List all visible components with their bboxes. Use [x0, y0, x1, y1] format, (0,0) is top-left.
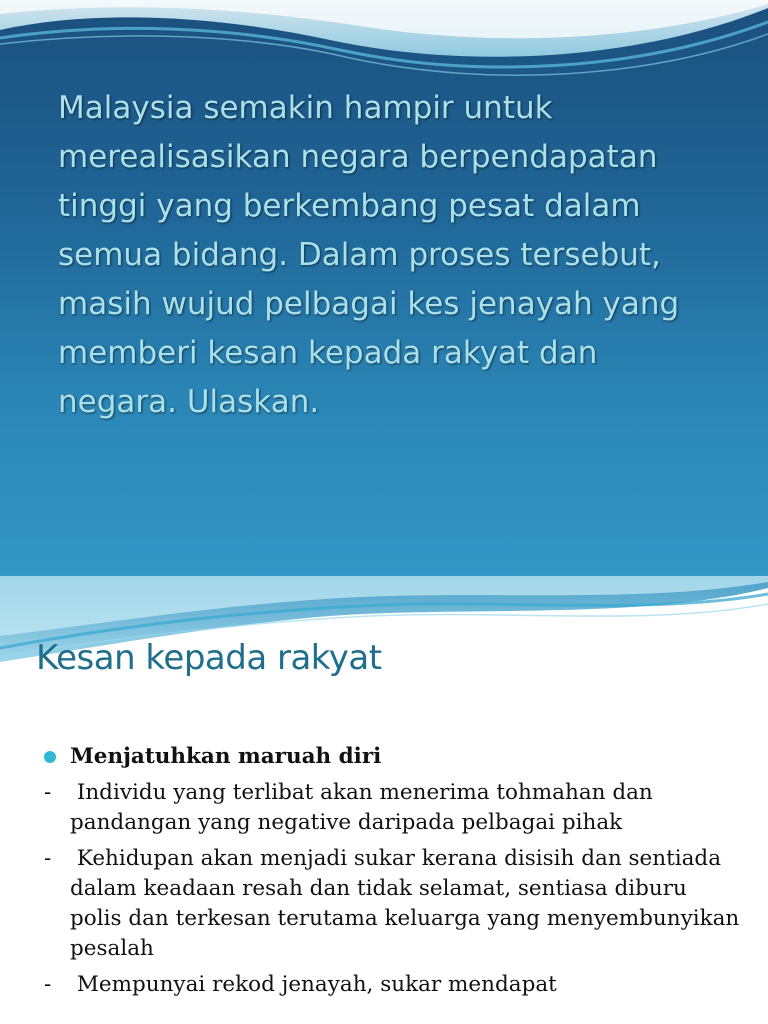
bullet-list [44, 742, 747, 1006]
bullet-text: Menjatuhkan maruah diri [70, 744, 382, 769]
bullet-item [44, 742, 744, 772]
list-item-text: Mempunyai rekod jenayah, sukar mendapat [70, 972, 557, 997]
list-item-text: Individu yang terlibat akan menerima tohmahan dan pandangan yang negative daripada pelbagai pihak [70, 780, 660, 835]
wave-decoration-top [0, 0, 768, 90]
list-item [44, 970, 744, 1000]
list-item [44, 778, 744, 838]
dash-marker: - [44, 972, 52, 997]
list-item [44, 844, 747, 964]
slide-heading: Kesan kepada rakyat [36, 638, 382, 678]
slide-2 [0, 576, 768, 1024]
dash-marker: - [44, 846, 52, 871]
slide-title: Malaysia semakin hampir untuk merealisasikan negara berpendapatan tinggi yang berkembang pesat dalam semua bidang. Dalam proses tersebut, masih wujud pelbagai kes jenayah yang memberi kesan kepada rakyat dan negara. Ulaskan. [58, 90, 680, 420]
list-item-text: Kehidupan akan menjadi sukar kerana disisih dan sentiada dalam keadaan resah dan tidak selamat, sentiasa diburu polis dan terkesan terutama keluarga yang menyembunyikan pesalah [70, 846, 747, 961]
circle-bullet-icon [44, 751, 56, 763]
dash-marker: - [44, 780, 52, 805]
